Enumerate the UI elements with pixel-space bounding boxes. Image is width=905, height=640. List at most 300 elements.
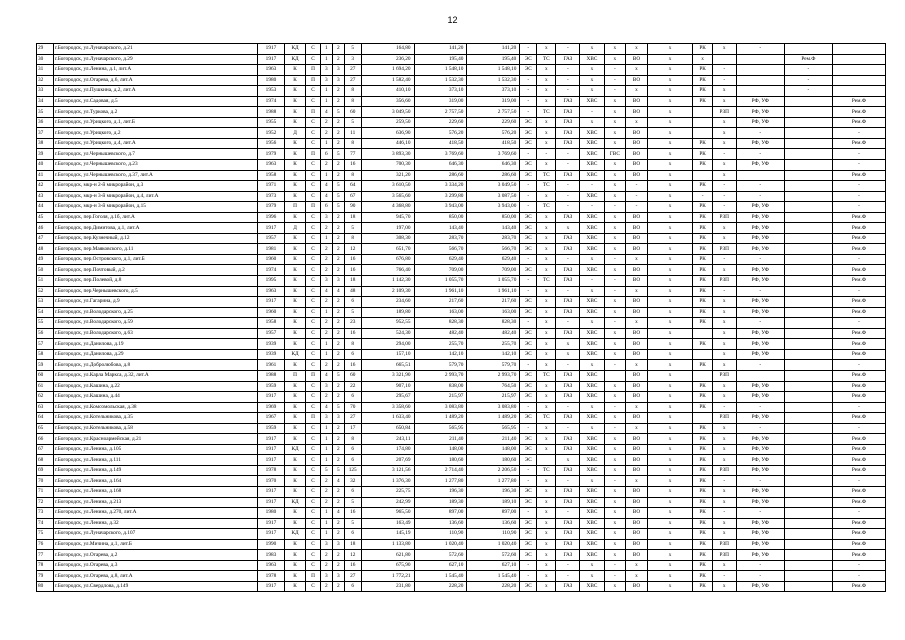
table-cell: ГАЗ xyxy=(556,276,580,287)
table-cell: - xyxy=(832,160,885,171)
table-cell: - xyxy=(537,149,556,160)
table-cell xyxy=(784,254,832,265)
table-cell: РЗП xyxy=(712,413,736,424)
table-cell: х xyxy=(647,191,693,202)
table-cell: - xyxy=(520,402,537,413)
table-cell: 1 489,20 xyxy=(414,413,467,424)
table-cell: х xyxy=(626,571,648,582)
table-cell: РФ, УФ xyxy=(736,444,784,455)
table-cell: 2 xyxy=(332,128,344,139)
table-cell: 196,30 xyxy=(414,486,467,497)
table-cell: С xyxy=(306,497,320,508)
row-index-cell: 54 xyxy=(37,307,54,318)
table-cell: РК xyxy=(693,339,712,350)
table-cell: 651,70 xyxy=(361,244,414,255)
table-cell: 907,10 xyxy=(361,381,414,392)
table-cell: П xyxy=(306,107,320,118)
table-cell: - xyxy=(580,276,604,287)
table-cell xyxy=(784,486,832,497)
table-cell: - xyxy=(556,286,580,297)
table-cell: П xyxy=(306,65,320,76)
table-cell: К xyxy=(284,96,306,107)
table-cell: С xyxy=(306,392,320,403)
table-cell: 286,60 xyxy=(467,170,520,181)
row-index-cell: 79 xyxy=(37,571,54,582)
table-cell: 1995 xyxy=(258,276,284,287)
table-cell: ВО xyxy=(626,276,648,287)
table-cell: 1917 xyxy=(258,434,284,445)
table-cell: - xyxy=(604,86,626,97)
table-row xyxy=(37,392,886,403)
table-cell: 1 142,30 xyxy=(361,276,414,287)
table-cell: х xyxy=(604,529,626,540)
table-cell: 675,90 xyxy=(361,560,414,571)
row-index-cell: 50 xyxy=(37,265,54,276)
table-cell: 676,80 xyxy=(361,254,414,265)
table-cell: 189,10 xyxy=(467,497,520,508)
table-cell: К xyxy=(284,434,306,445)
table-cell: РК xyxy=(693,96,712,107)
table-cell: х xyxy=(537,529,556,540)
address-cell: г.Богородск, ул.Огарева, д.3 xyxy=(53,560,257,571)
table-cell: х xyxy=(604,349,626,360)
row-index-cell: 37 xyxy=(37,128,54,139)
table-cell: - xyxy=(832,571,885,582)
table-cell: - xyxy=(736,423,784,434)
table-cell: ЭС xyxy=(520,444,537,455)
table-cell: РФ, УФ xyxy=(736,434,784,445)
table-cell: РК xyxy=(693,65,712,76)
table-cell: 5 xyxy=(332,202,344,213)
table-cell: РК xyxy=(693,476,712,487)
table-cell: - xyxy=(736,191,784,202)
table-cell: - xyxy=(736,360,784,371)
table-cell: 142,10 xyxy=(467,349,520,360)
table-row xyxy=(37,265,886,276)
table-cell: К xyxy=(284,212,306,223)
table-cell: ТС xyxy=(537,465,556,476)
table-cell: РЗП xyxy=(712,276,736,287)
table-cell: ХВС xyxy=(580,160,604,171)
table-cell: 242,99 xyxy=(361,497,414,508)
table-cell: П xyxy=(306,202,320,213)
table-cell: 1917 xyxy=(258,529,284,540)
table-cell: К xyxy=(284,508,306,519)
table-cell: 1 xyxy=(320,508,332,519)
table-cell: - xyxy=(520,96,537,107)
table-cell: 18 xyxy=(344,212,361,223)
table-cell xyxy=(693,170,712,181)
table-cell: ХВС xyxy=(580,370,604,381)
table-cell: 2 xyxy=(332,244,344,255)
table-cell: РЗП xyxy=(712,107,736,118)
table-cell: 2 xyxy=(320,360,332,371)
table-cell: х xyxy=(626,86,648,97)
table-cell xyxy=(784,434,832,445)
table-cell: 418,50 xyxy=(414,138,467,149)
table-cell: 195,40 xyxy=(414,54,467,65)
table-cell: 4 xyxy=(320,191,332,202)
table-cell: П xyxy=(306,413,320,424)
row-index-cell: 51 xyxy=(37,276,54,287)
address-cell: г.Богородск, пер.Полевой, д.8 xyxy=(53,276,257,287)
table-cell: РФ, УФ xyxy=(736,465,784,476)
table-cell: - xyxy=(604,318,626,329)
table-cell: 3 xyxy=(332,276,344,287)
table-cell: - xyxy=(712,191,736,202)
table-cell: - xyxy=(626,181,648,192)
table-cell: 1979 xyxy=(258,149,284,160)
address-cell: г.Богородск, ул.Ленина, д.1, лит.А xyxy=(53,65,257,76)
table-cell: П xyxy=(306,370,320,381)
table-cell: - xyxy=(520,75,537,86)
table-cell: 6 xyxy=(320,149,332,160)
table-cell: 23 xyxy=(344,318,361,329)
table-cell xyxy=(784,107,832,118)
table-cell: РК xyxy=(693,181,712,192)
table-cell: х xyxy=(647,181,693,192)
table-cell: Рем.Ф xyxy=(832,212,885,223)
table-cell xyxy=(784,170,832,181)
table-cell xyxy=(784,360,832,371)
address-cell: г.Богородск, ул.Луначарского, д.21 xyxy=(53,44,257,55)
address-cell: г.Богородск, ул.Чернышевского, д.37, лит.А xyxy=(53,170,257,181)
table-cell: 255,70 xyxy=(414,339,467,350)
table-cell: 2 xyxy=(332,307,344,318)
table-cell: РК xyxy=(693,212,712,223)
table-cell: ВО xyxy=(626,444,648,455)
table-cell: 2 xyxy=(332,381,344,392)
table-cell: 1 548,10 xyxy=(467,65,520,76)
table-cell: 1 277,80 xyxy=(467,476,520,487)
table-cell: С xyxy=(306,276,320,287)
table-cell: ХВС xyxy=(580,518,604,529)
table-cell: 446,10 xyxy=(361,138,414,149)
table-cell: 2 xyxy=(332,444,344,455)
table-cell: х xyxy=(580,117,604,128)
table-cell: РК xyxy=(693,318,712,329)
table-cell xyxy=(784,508,832,519)
table-cell: П xyxy=(306,149,320,160)
table-cell: 8 xyxy=(344,86,361,97)
table-cell: ВО xyxy=(626,138,648,149)
table-cell: 1974 xyxy=(258,96,284,107)
table-cell: х xyxy=(537,550,556,561)
table-cell: х xyxy=(647,170,693,181)
table-cell: х xyxy=(604,581,626,592)
table-cell: 229,60 xyxy=(467,117,520,128)
table-cell: х xyxy=(604,212,626,223)
table-cell: С xyxy=(306,297,320,308)
table-cell: х xyxy=(647,423,693,434)
table-cell: х xyxy=(556,339,580,350)
table-cell: ГАЗ xyxy=(556,170,580,181)
table-cell: 2 xyxy=(332,254,344,265)
table-cell: 1961 xyxy=(258,360,284,371)
table-cell: х xyxy=(712,381,736,392)
table-cell xyxy=(784,44,832,55)
table-cell: 952,55 xyxy=(361,318,414,329)
table-cell: РФ, УФ xyxy=(736,550,784,561)
table-cell: х xyxy=(537,381,556,392)
table-cell: РК xyxy=(693,254,712,265)
table-cell: Рем.Ф xyxy=(784,54,832,65)
address-cell: г.Богородск, ул.Чернышевского, д.7 xyxy=(53,149,257,160)
table-cell: х xyxy=(537,339,556,350)
table-cell: ВО xyxy=(626,381,648,392)
table-cell: х xyxy=(712,339,736,350)
table-cell: ХВС xyxy=(580,381,604,392)
table-cell: 2 xyxy=(320,297,332,308)
table-cell: 1957 xyxy=(258,328,284,339)
table-cell: 3 083,80 xyxy=(414,402,467,413)
table-cell: 283,70 xyxy=(467,233,520,244)
table-cell: ГАЗ xyxy=(556,307,580,318)
table-cell: х xyxy=(712,529,736,540)
table-cell: х xyxy=(580,44,604,55)
table-cell: РФ, УФ xyxy=(736,160,784,171)
table-cell: х xyxy=(647,508,693,519)
table-cell: 2 xyxy=(332,160,344,171)
table-cell: 3 321,90 xyxy=(361,370,414,381)
table-cell: 636,90 xyxy=(361,128,414,139)
row-index-cell: 43 xyxy=(37,191,54,202)
table-cell: РК xyxy=(693,539,712,550)
table-cell: х xyxy=(604,181,626,192)
table-cell: 5 xyxy=(344,117,361,128)
table-cell: 27 xyxy=(344,413,361,424)
table-cell: 319,00 xyxy=(467,96,520,107)
table-cell: 27 xyxy=(344,65,361,76)
table-cell: х xyxy=(537,44,556,55)
table-cell: х xyxy=(604,339,626,350)
table-cell: 27 xyxy=(344,571,361,582)
table-cell: х xyxy=(537,212,556,223)
table-cell: РФ, УФ xyxy=(736,392,784,403)
table-cell: - xyxy=(604,476,626,487)
table-cell: х xyxy=(537,423,556,434)
table-cell: 1 548,10 xyxy=(414,65,467,76)
table-cell: х xyxy=(647,413,693,424)
table-cell: РФ, УФ xyxy=(736,381,784,392)
table-cell xyxy=(693,128,712,139)
table-cell: К xyxy=(284,276,306,287)
table-cell: Рем.Ф xyxy=(832,339,885,350)
address-cell: г.Богородск, ул.Котельникова, д.35 xyxy=(53,413,257,424)
table-cell: 1 xyxy=(320,423,332,434)
row-index-cell: 41 xyxy=(37,170,54,181)
table-cell: 572,60 xyxy=(414,550,467,561)
table-cell: ГАЗ xyxy=(556,54,580,65)
table-cell: 3 xyxy=(332,571,344,582)
table-row xyxy=(37,128,886,139)
table-cell: 157,10 xyxy=(361,349,414,360)
table-cell: 2 xyxy=(332,423,344,434)
table-cell: 3 xyxy=(320,539,332,550)
table-cell: ГАЗ xyxy=(556,328,580,339)
table-cell: С xyxy=(306,181,320,192)
address-cell: г.Богородск, ул.Ленина, д.105 xyxy=(53,444,257,455)
table-cell: х xyxy=(537,254,556,265)
table-cell: 356,60 xyxy=(361,96,414,107)
table-cell: 228,20 xyxy=(467,581,520,592)
table-cell: К xyxy=(284,170,306,181)
address-cell: г.Богородск, ул.Ленина, д.111 xyxy=(53,455,257,466)
table-cell: С xyxy=(306,381,320,392)
table-cell: - xyxy=(520,423,537,434)
table-cell: 236,20 xyxy=(361,54,414,65)
table-cell: ВО xyxy=(626,128,648,139)
table-cell: 2 xyxy=(332,349,344,360)
table-cell: х xyxy=(626,117,648,128)
table-cell: 3 xyxy=(320,413,332,424)
table-cell: ХВС xyxy=(580,170,604,181)
table-cell: 3 121,56 xyxy=(361,465,414,476)
table-cell: 1958 xyxy=(258,170,284,181)
table-cell xyxy=(736,54,784,65)
page-number: 12 xyxy=(447,15,458,25)
row-index-cell: 38 xyxy=(37,138,54,149)
table-cell: РФ, УФ xyxy=(736,349,784,360)
table-cell: РК xyxy=(693,138,712,149)
table-row xyxy=(37,465,886,476)
table-row xyxy=(37,455,886,466)
table-cell: 1 532,30 xyxy=(414,75,467,86)
table-cell: х xyxy=(537,508,556,519)
table-cell: ХВС xyxy=(580,413,604,424)
row-index-cell: 62 xyxy=(37,392,54,403)
table-cell: ВО xyxy=(626,212,648,223)
table-cell: Рем.Ф xyxy=(832,265,885,276)
table-cell: ЭС xyxy=(520,307,537,318)
table-cell: ГАЗ xyxy=(556,413,580,424)
table-cell: 308,30 xyxy=(361,233,414,244)
address-cell: г.Богородск, ул.Луначарского, д.29 xyxy=(53,54,257,65)
table-cell: 2 xyxy=(332,223,344,234)
table-cell: 1 xyxy=(320,307,332,318)
table-cell: х xyxy=(537,286,556,297)
table-cell: Рем.Ф xyxy=(832,370,885,381)
table-cell: - xyxy=(736,44,784,55)
table-cell: х xyxy=(604,434,626,445)
table-cell: - xyxy=(712,65,736,76)
row-index-cell: 49 xyxy=(37,254,54,265)
table-cell: 1917 xyxy=(258,518,284,529)
table-cell: ЭС xyxy=(520,434,537,445)
table-cell: 17 xyxy=(344,423,361,434)
table-cell: 945,70 xyxy=(361,212,414,223)
table-cell: 1 277,80 xyxy=(414,476,467,487)
table-cell: Рем.Ф xyxy=(832,328,885,339)
row-index-cell: 64 xyxy=(37,413,54,424)
address-cell: г.Богородск, пер.Кузнечный, д.12 xyxy=(53,233,257,244)
table-cell: Рем.Ф xyxy=(832,413,885,424)
table-cell: ГАЗ xyxy=(556,392,580,403)
table-cell: - xyxy=(604,202,626,213)
table-cell: 2 xyxy=(332,455,344,466)
row-index-cell: 31 xyxy=(37,65,54,76)
table-cell: К xyxy=(284,254,306,265)
table-cell: ГАЗ xyxy=(556,233,580,244)
row-index-cell: 29 xyxy=(37,44,54,55)
table-cell: ХВС xyxy=(580,297,604,308)
table-cell: 16 xyxy=(344,265,361,276)
table-cell xyxy=(784,223,832,234)
table-cell: 2 xyxy=(320,476,332,487)
table-cell: 16 xyxy=(344,160,361,171)
address-cell: г.Богородск, ул.Кашина, д.44 xyxy=(53,392,257,403)
row-index-cell: 75 xyxy=(37,529,54,540)
table-cell: х xyxy=(712,138,736,149)
row-index-cell: 36 xyxy=(37,117,54,128)
table-cell: 1958 xyxy=(258,318,284,329)
table-cell xyxy=(784,423,832,434)
table-row xyxy=(37,54,886,65)
table-cell: 321,20 xyxy=(361,170,414,181)
table-cell: ВО xyxy=(626,307,648,318)
row-index-cell: 57 xyxy=(37,339,54,350)
table-cell: 5 xyxy=(320,465,332,476)
table-cell: 1 xyxy=(320,444,332,455)
table-cell: х xyxy=(537,328,556,339)
table-cell: 3 xyxy=(332,75,344,86)
table-row xyxy=(37,254,886,265)
row-index-cell: 42 xyxy=(37,181,54,192)
table-cell: - xyxy=(736,128,784,139)
address-cell: г.Богородск, ул.Чернышевского, д.23 xyxy=(53,160,257,171)
table-cell: 3 xyxy=(332,65,344,76)
table-row xyxy=(37,202,886,213)
table-cell: х xyxy=(626,560,648,571)
table-cell: - xyxy=(556,402,580,413)
table-cell xyxy=(784,297,832,308)
table-cell xyxy=(832,75,885,86)
table-cell: 189,30 xyxy=(414,497,467,508)
table-cell xyxy=(736,170,784,181)
table-cell: РФ, УФ xyxy=(736,265,784,276)
table-cell: 1981 xyxy=(258,244,284,255)
table-cell: х xyxy=(604,455,626,466)
table-cell: - xyxy=(832,128,885,139)
table-cell: х xyxy=(580,86,604,97)
table-cell: ХВС xyxy=(580,149,604,160)
table-cell: 2 xyxy=(320,254,332,265)
table-cell: х xyxy=(712,349,736,360)
table-cell: РК xyxy=(693,149,712,160)
table-cell: ГАЗ xyxy=(556,244,580,255)
table-cell: ЭС xyxy=(520,339,537,350)
table-cell: ЭС xyxy=(520,170,537,181)
table-cell: ХВС xyxy=(580,465,604,476)
table-cell: х xyxy=(580,318,604,329)
table-cell: х xyxy=(647,75,693,86)
table-cell: 1 xyxy=(320,339,332,350)
table-cell: 1983 xyxy=(258,550,284,561)
table-cell: 2 xyxy=(320,497,332,508)
table-cell: К xyxy=(284,297,306,308)
table-cell: 207,69 xyxy=(361,455,414,466)
table-cell: РК xyxy=(693,160,712,171)
table-row xyxy=(37,297,886,308)
table-cell: 965,50 xyxy=(361,508,414,519)
table-cell: х xyxy=(537,96,556,107)
table-cell: 32 xyxy=(344,476,361,487)
table-cell: 2 206,50 xyxy=(467,465,520,476)
table-cell: 60 xyxy=(344,370,361,381)
table-cell: 2 xyxy=(332,560,344,571)
table-cell: - xyxy=(520,560,537,571)
table-cell: ЭС xyxy=(520,392,537,403)
